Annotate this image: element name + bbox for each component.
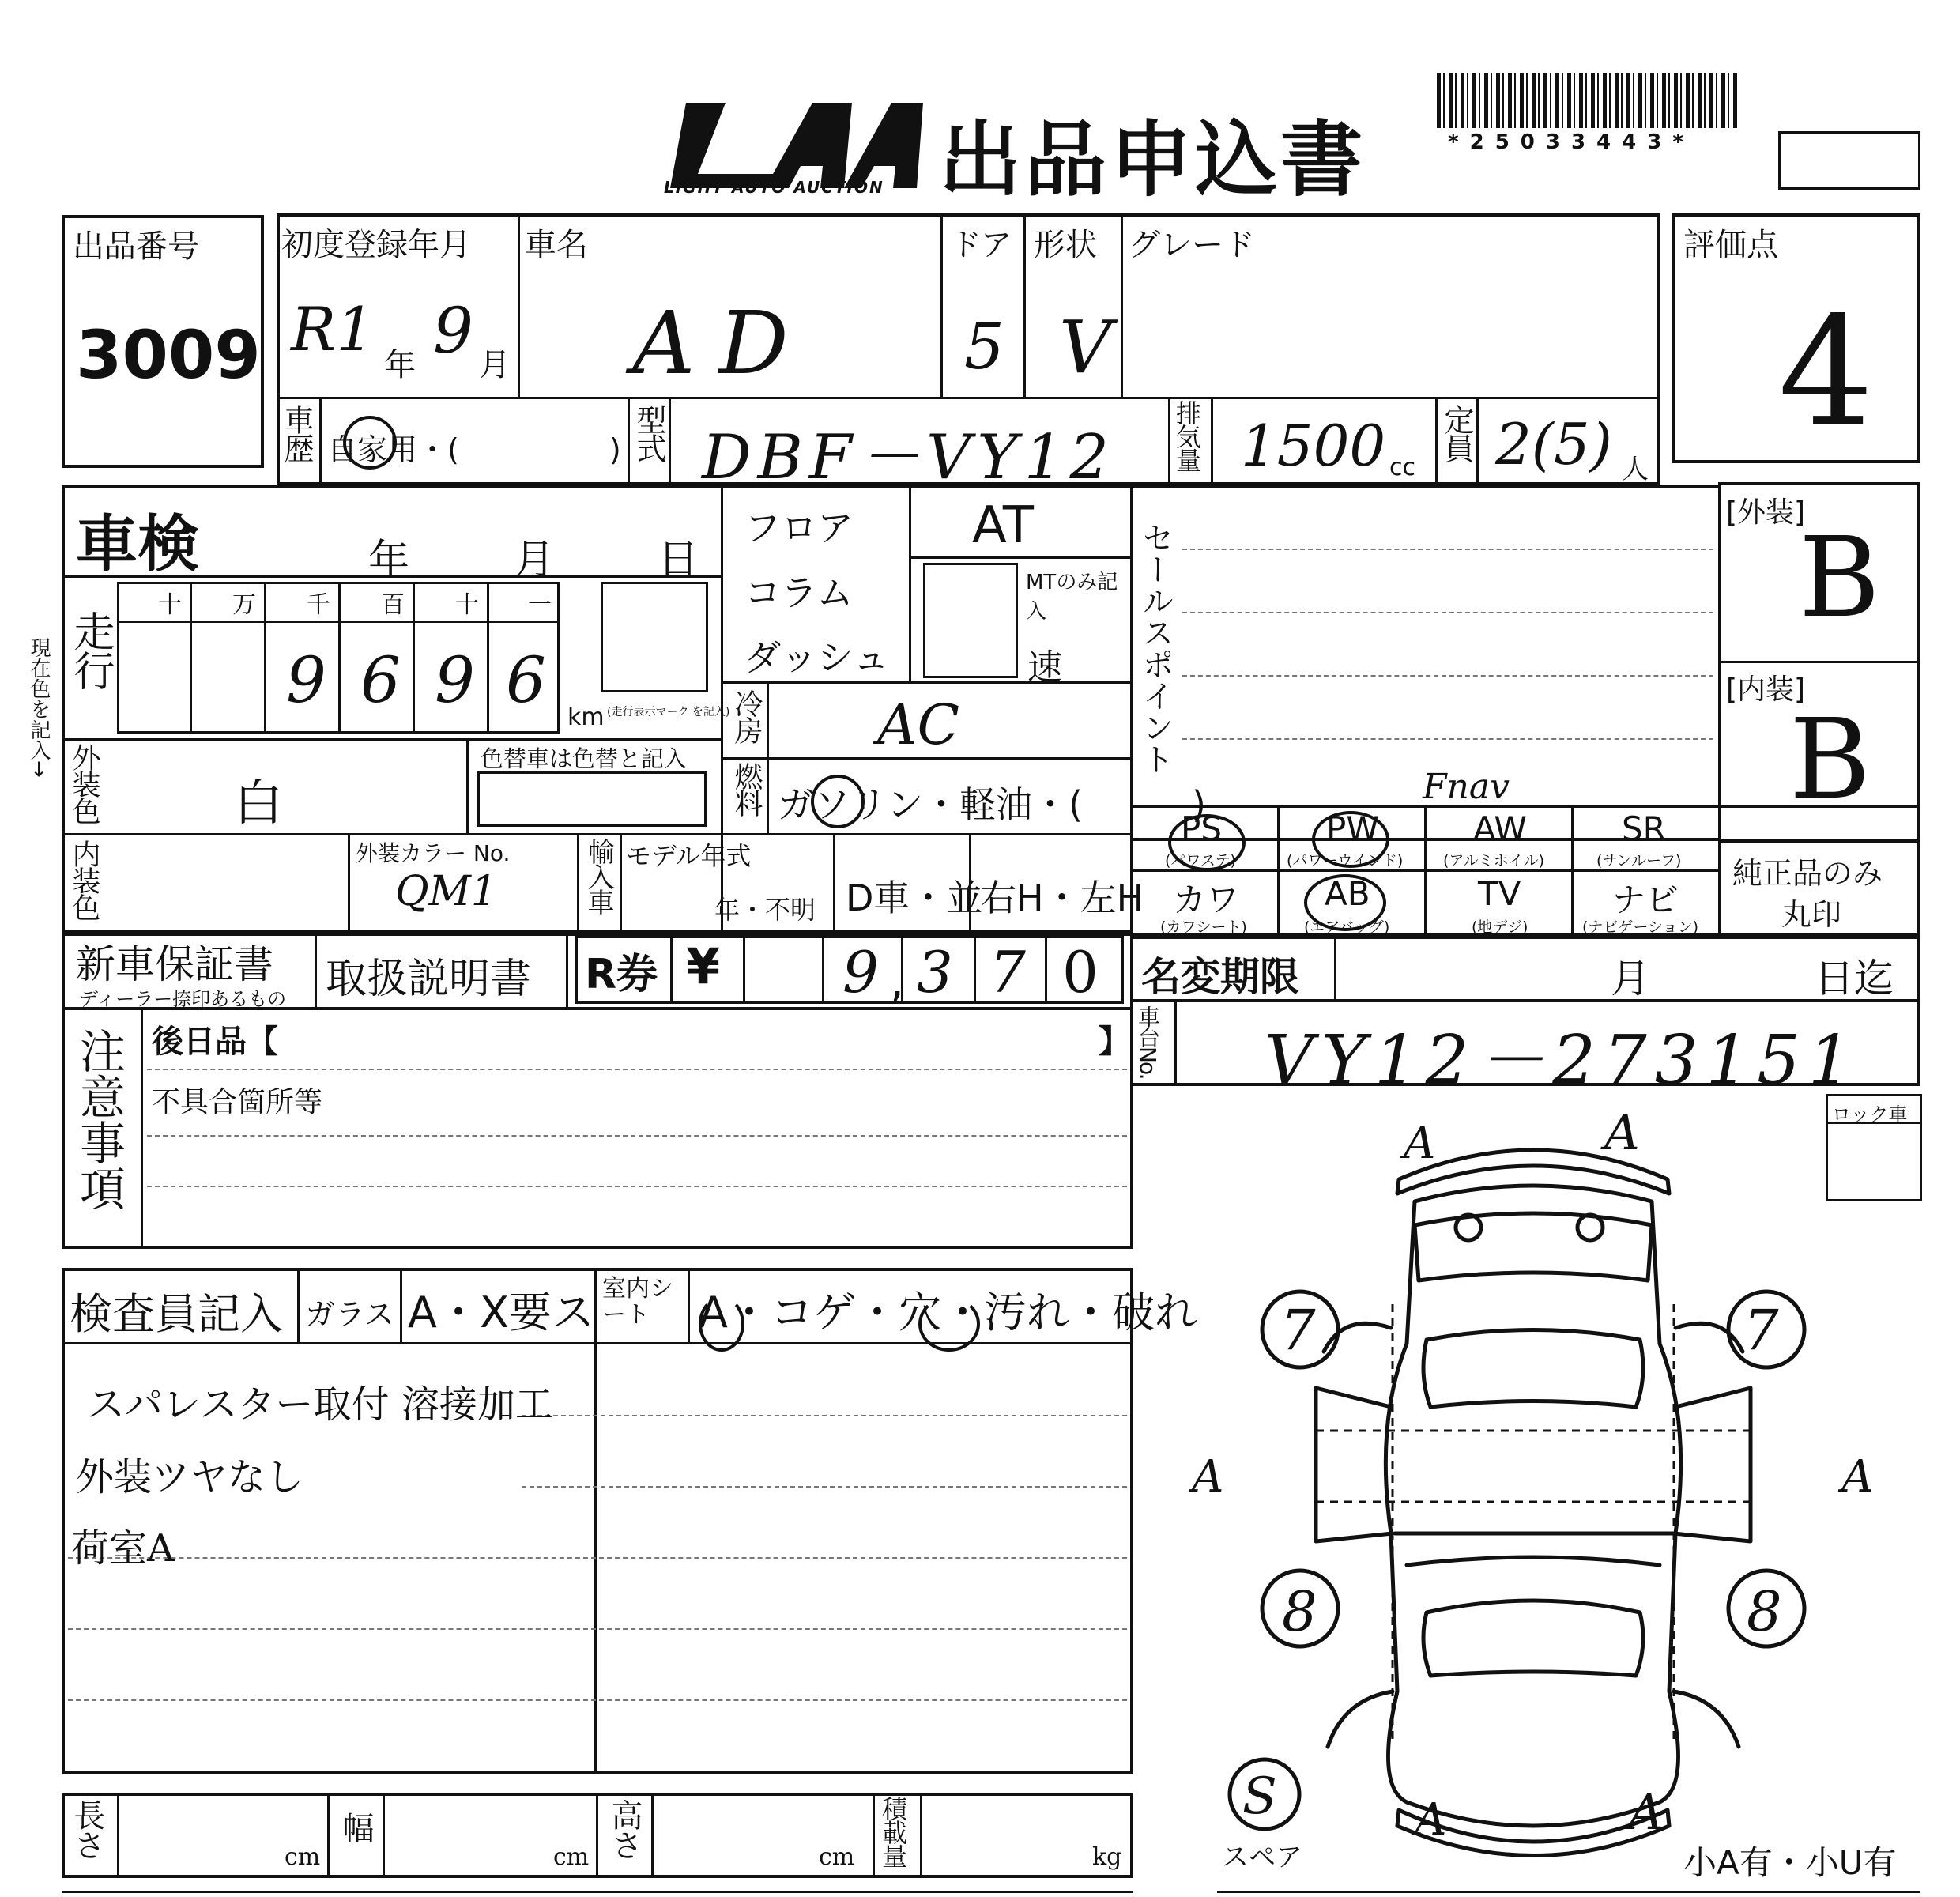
- form-title: 出品申込書: [939, 111, 1366, 208]
- equip-leather: カワ: [1173, 881, 1240, 919]
- shaken-month-unit: 月: [514, 537, 556, 584]
- exterior-color: 白: [234, 774, 284, 832]
- mileage-mark-box: [601, 582, 708, 692]
- barcode-text: *25033443*: [1448, 130, 1694, 154]
- recycle-digit-1: 9: [842, 939, 879, 1005]
- equip-ps-desc: (パワステ): [1165, 852, 1236, 869]
- capacity-label: 定員: [1439, 405, 1474, 462]
- glass-label: ガラス: [305, 1297, 394, 1332]
- small-damage-note: 小A有・小U有: [1683, 1843, 1897, 1882]
- color-number: QM1: [395, 868, 497, 915]
- lock-label: ロック車: [1832, 1103, 1908, 1126]
- height-label: 高さ: [606, 1799, 643, 1859]
- equip-navi: ナビ: [1612, 881, 1679, 919]
- inspector-label: 検査員記入: [70, 1289, 283, 1339]
- recycle-digit-4: 0: [1062, 939, 1099, 1005]
- grade-label: グレード: [1129, 227, 1255, 263]
- seating-capacity: 2(5): [1495, 411, 1612, 477]
- year-unit: 年: [384, 347, 416, 383]
- later-items-end: 】: [1099, 1024, 1130, 1060]
- digit-header-0: 十: [158, 591, 182, 619]
- shift-dash: ダッシュ: [744, 636, 890, 679]
- exterior-color-label: 外装色: [68, 743, 100, 824]
- equip-sr-desc: (サンルーフ): [1596, 852, 1682, 869]
- damage-mark-front-right: A: [1604, 1103, 1640, 1161]
- shaken-label: 車検: [76, 509, 200, 580]
- km-note: (走行表示マーク を記入): [607, 706, 730, 718]
- seat-circle-dirty: [918, 1296, 980, 1352]
- shift-column: コラム: [744, 571, 854, 614]
- name-change-until: 日迄: [1815, 956, 1894, 1001]
- car-name-label: 車名: [525, 227, 588, 263]
- recycle-digit-3: 7: [989, 939, 1026, 1005]
- recycle-label: R券: [585, 951, 658, 998]
- digit-header-1: 万: [232, 591, 256, 619]
- fuel-options: ガソリン・軽油・( ): [778, 783, 1206, 826]
- equip-tv-desc: (地デジ): [1472, 918, 1528, 936]
- mileage-digit-3: 6: [360, 643, 401, 717]
- first-registration-label: 初度登録年月: [281, 227, 471, 263]
- seat-circle-a: [699, 1296, 744, 1352]
- equip-pw: PW: [1326, 809, 1379, 848]
- recycle-digit-2: 3: [917, 939, 953, 1005]
- cc-unit: cc: [1389, 454, 1415, 481]
- digit-header-5: 一: [528, 591, 552, 619]
- tire-mark-rear-right: 8: [1747, 1579, 1782, 1644]
- equip-ps: PS: [1181, 809, 1222, 848]
- mileage-digit-2: 9: [286, 643, 326, 717]
- mileage-label: 走行: [66, 610, 114, 689]
- person-unit: 人: [1622, 454, 1649, 485]
- repaint-box: [477, 771, 707, 827]
- dealer-options: D車・並: [846, 877, 983, 919]
- later-items-label: 後日品【: [152, 1024, 278, 1060]
- shaken-year-unit: 年: [368, 537, 410, 584]
- model-label: 型式: [631, 405, 666, 462]
- ps-circle-mark: [1168, 814, 1246, 871]
- equip-ab-desc: (エアバッグ): [1304, 918, 1390, 936]
- damage-mark-right-side: A: [1841, 1451, 1874, 1503]
- equip-tv: TV: [1478, 874, 1521, 913]
- mileage-digit-5: 6: [506, 643, 546, 717]
- displacement-label: 排気量: [1172, 400, 1202, 471]
- equip-aw: AW: [1473, 809, 1527, 848]
- door-label: ドア: [950, 227, 1012, 263]
- logo-subtitle: LIGHT AUTO AUCTION: [664, 178, 884, 197]
- glass-options: A・X要ス: [408, 1288, 594, 1337]
- length-unit: cm: [285, 1843, 321, 1871]
- damage-mark-front-left: A: [1404, 1118, 1436, 1169]
- name-change-month: 月: [1611, 956, 1650, 1001]
- equip-leather-desc: (カワシート): [1160, 918, 1247, 936]
- sales-point-label: セールスポイント: [1137, 522, 1174, 775]
- interior-score: B: [1789, 696, 1871, 824]
- cooling-label: 冷房: [730, 689, 763, 743]
- first-registration-era: R1: [291, 294, 375, 364]
- transmission: AT: [972, 496, 1034, 555]
- fuel-label: 燃料: [730, 762, 763, 816]
- load-unit: kg: [1092, 1843, 1122, 1871]
- interior-score-label: [内装]: [1726, 673, 1806, 706]
- displacement: 1500: [1241, 413, 1386, 479]
- barcode: [1437, 73, 1737, 128]
- chassis-number: VY12－273151: [1265, 1021, 1860, 1100]
- corner-blank-box: [1778, 131, 1920, 190]
- digit-header-4: 十: [455, 591, 479, 619]
- shift-floor: フロア: [744, 507, 854, 549]
- overall-score: 4: [1778, 285, 1874, 459]
- load-label: 積載量: [878, 1796, 908, 1867]
- spare-label: スペア: [1222, 1842, 1302, 1873]
- color-no-label: 外装カラー No.: [356, 840, 511, 866]
- score-label: 評価点: [1683, 227, 1778, 263]
- import-label: 輸入車: [582, 838, 614, 914]
- lot-number: 3009: [76, 316, 261, 394]
- length-label: 長さ: [69, 1799, 105, 1859]
- digit-header-3: 百: [381, 591, 405, 619]
- interior-color-label: 内装色: [68, 839, 100, 920]
- fuel-circle-mark: [811, 775, 865, 828]
- first-registration-month: 9: [433, 294, 473, 368]
- model-year-note: 年・不明: [714, 895, 816, 925]
- defects-label: 不具合箇所等: [152, 1086, 323, 1118]
- equip-sr: SR: [1622, 809, 1666, 848]
- history-label: 車歴: [279, 405, 314, 462]
- door-count: 5: [964, 310, 1004, 383]
- width-unit: cm: [553, 1843, 590, 1871]
- equip-pw-desc: (パワーウインド): [1287, 852, 1404, 869]
- yen-sign: ¥: [686, 937, 721, 995]
- equip-aw-desc: (アルミホイル): [1443, 852, 1545, 869]
- equip-navi-desc: (ナビゲーション): [1582, 918, 1699, 936]
- km-unit: km: [567, 703, 605, 731]
- tire-mark-front-left: 7: [1280, 1298, 1316, 1363]
- exterior-score: B: [1799, 514, 1880, 643]
- height-unit: cm: [819, 1843, 855, 1871]
- chassis-label: 車台No.: [1135, 1005, 1161, 1079]
- body-shape: V: [1059, 305, 1112, 390]
- shape-label: 形状: [1034, 227, 1097, 263]
- circle-mark: [343, 416, 397, 470]
- notes-label: 注意事項: [72, 1028, 126, 1211]
- digit-header-2: 千: [307, 591, 330, 619]
- car-name: AD: [632, 292, 812, 394]
- spare-mark: S: [1242, 1767, 1277, 1826]
- car-diagram: [1185, 1091, 1881, 1889]
- handle-options: 右H・左H: [980, 877, 1144, 919]
- warranty-note: ディーラー捺印あるもの: [79, 988, 287, 1010]
- side-note: 現在色を記入→: [27, 637, 51, 778]
- model-code: DBF－VY12: [702, 422, 1116, 493]
- genuine-line2: 丸印: [1781, 897, 1842, 932]
- shaken-day-unit: 日: [658, 537, 699, 584]
- width-label: 幅: [337, 1812, 374, 1842]
- speed-unit: 速: [1027, 647, 1062, 688]
- mt-speed-box: [923, 563, 1018, 678]
- name-change-label: 名変期限: [1141, 954, 1299, 1000]
- seat-options: A・コゲ・穴・汚れ・破れ: [699, 1288, 1197, 1337]
- lot-number-label: 出品番号: [73, 228, 199, 265]
- tire-mark-front-right: 7: [1743, 1298, 1779, 1363]
- remark-line-2: 外装ツヤなし: [76, 1455, 304, 1499]
- genuine-line1: 純正品のみ: [1732, 856, 1883, 891]
- remark-line-3: 荷室A: [71, 1526, 175, 1571]
- damage-mark-left-side: A: [1192, 1451, 1224, 1503]
- recycle-comma: ,: [890, 956, 904, 1008]
- manual-label: 取扱説明書: [326, 956, 532, 1003]
- usage-options: 自家用・( ): [327, 432, 621, 467]
- air-conditioning: AC: [877, 692, 960, 757]
- exterior-score-label: [外装]: [1726, 496, 1806, 529]
- repaint-note: 色替車は色替と記入: [481, 745, 688, 772]
- mileage-digit-4: 9: [435, 643, 475, 717]
- tire-mark-rear-left: 8: [1282, 1579, 1317, 1644]
- remark-line-1: スパレスター取付 溶接加工: [87, 1382, 553, 1427]
- ab-circle-mark: [1304, 874, 1386, 931]
- pw-circle-mark: [1312, 811, 1389, 868]
- model-year-label: モデル年式: [626, 841, 752, 871]
- warranty-label: 新車保証書: [76, 941, 273, 987]
- equip-ab: AB: [1325, 874, 1370, 913]
- seat-label: 室内シート: [602, 1275, 673, 1329]
- mt-note: MTのみ記入: [1026, 571, 1118, 624]
- month-unit: 月: [479, 347, 511, 383]
- damage-mark-rear-right: A: [1628, 1783, 1664, 1841]
- damage-mark-rear-left: A: [1415, 1794, 1447, 1846]
- sales-point-note: Fnav: [1423, 767, 1510, 807]
